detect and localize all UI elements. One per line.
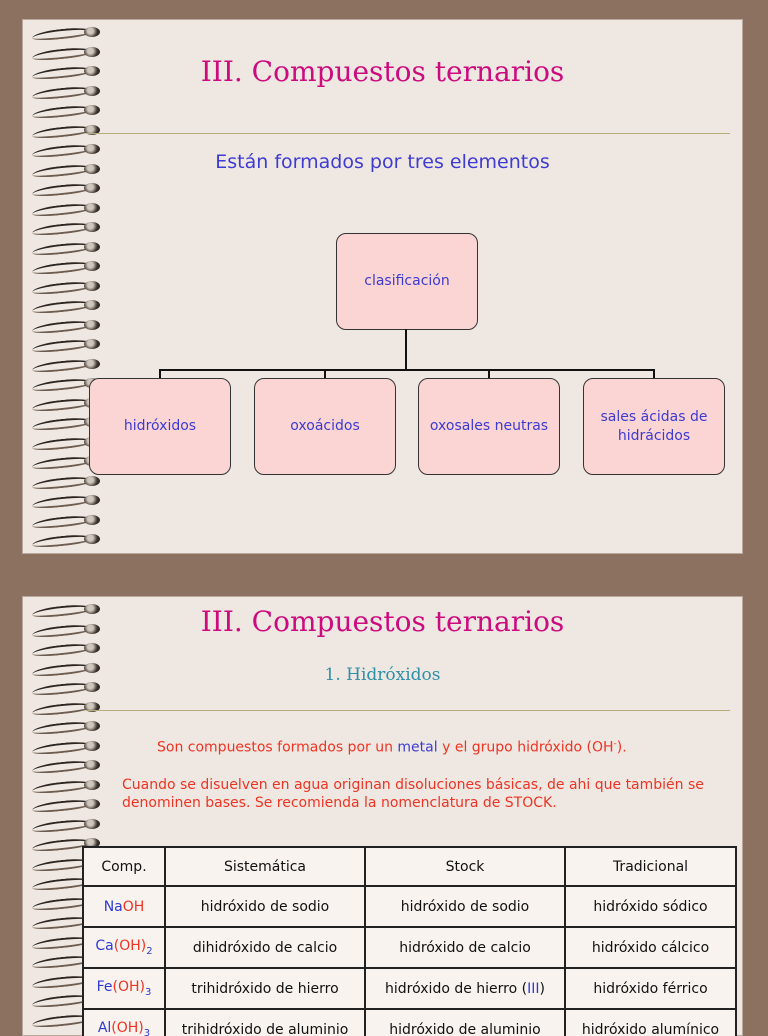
spiral-wire bbox=[32, 318, 93, 334]
spiral-wire bbox=[32, 221, 93, 237]
box-sales-acidas bbox=[583, 378, 725, 475]
slide-1 bbox=[22, 19, 743, 554]
connector-4 bbox=[653, 369, 655, 378]
spiral-hole bbox=[84, 183, 100, 193]
spiral-ring bbox=[32, 643, 102, 653]
formula-subscript: 3 bbox=[144, 1028, 150, 1036]
cell-formula bbox=[83, 927, 165, 968]
spiral-wire bbox=[32, 720, 93, 736]
spiral-wire bbox=[32, 26, 93, 42]
p1-text-a: Son compuestos formados por un bbox=[157, 740, 397, 756]
formula-group: (OH) bbox=[111, 1020, 143, 1036]
spiral-hole bbox=[84, 780, 100, 790]
cell-stock bbox=[365, 927, 565, 968]
spiral-ring bbox=[32, 105, 102, 115]
spiral-ring bbox=[32, 183, 102, 193]
spiral-ring bbox=[32, 476, 102, 486]
spiral-ring bbox=[32, 27, 102, 37]
spiral-ring bbox=[32, 760, 102, 770]
spiral-wire bbox=[32, 533, 93, 549]
spiral-hole bbox=[84, 105, 100, 115]
spiral-ring bbox=[32, 799, 102, 809]
spiral-hole bbox=[84, 495, 100, 505]
stock-name: hidróxido de hierro ( bbox=[385, 981, 527, 997]
spiral-hole bbox=[84, 320, 100, 330]
spiral-wire bbox=[32, 279, 93, 295]
spiral-wire bbox=[32, 642, 93, 658]
slide-1-title: III. Compuestos ternarios bbox=[22, 55, 743, 88]
box-oxosales-label: oxosales neutras bbox=[430, 417, 548, 436]
formula-metal: Na bbox=[104, 899, 123, 915]
cell-sistematica: trihidróxido de hierro bbox=[165, 968, 365, 1009]
header-comp: Comp. bbox=[83, 847, 165, 886]
spiral-ring bbox=[32, 203, 102, 213]
box-hidroxidos-label: hidróxidos bbox=[124, 417, 196, 436]
spiral-hole bbox=[84, 721, 100, 731]
spiral-ring bbox=[32, 320, 102, 330]
formula-group: (OH) bbox=[114, 938, 146, 954]
spiral-wire bbox=[32, 778, 93, 794]
divider-1 bbox=[86, 133, 730, 134]
spiral-hole bbox=[84, 476, 100, 486]
box-oxoacidos-label: oxoácidos bbox=[290, 417, 359, 436]
spiral-hole bbox=[84, 534, 100, 544]
spiral-wire bbox=[32, 700, 93, 716]
box-sales-acidas-label: sales ácidas de hidrácidos bbox=[599, 408, 709, 446]
connector-horizontal bbox=[159, 369, 654, 371]
spiral-wire bbox=[32, 494, 93, 510]
formula-metal: Ca bbox=[95, 938, 113, 954]
spiral-wire bbox=[32, 240, 93, 256]
spiral-hole bbox=[84, 222, 100, 232]
box-oxosales-neutras bbox=[418, 378, 560, 475]
cell-tradicional: hidróxido sódico bbox=[565, 886, 736, 927]
table-row bbox=[83, 1009, 736, 1036]
formula-group: (OH) bbox=[113, 979, 145, 995]
spiral-hole bbox=[84, 760, 100, 770]
divider-2 bbox=[86, 710, 730, 711]
cell-tradicional: hidróxido cálcico bbox=[565, 927, 736, 968]
cell-stock bbox=[365, 886, 565, 927]
spiral-wire bbox=[32, 201, 93, 217]
formula-group: OH bbox=[123, 899, 145, 915]
connector-2 bbox=[324, 369, 326, 378]
header-sistematica: Sistemática bbox=[165, 847, 365, 886]
p1-metal: metal bbox=[397, 740, 437, 756]
box-hidroxidos bbox=[89, 378, 231, 475]
spiral-ring bbox=[32, 819, 102, 829]
spiral-wire bbox=[32, 435, 93, 451]
spiral-wire bbox=[32, 474, 93, 490]
spiral-ring bbox=[32, 534, 102, 544]
spiral-ring bbox=[32, 741, 102, 751]
box-oxoacidos bbox=[254, 378, 396, 475]
spiral-wire bbox=[32, 455, 93, 471]
slide-2-title: III. Compuestos ternarios bbox=[22, 605, 743, 638]
spiral-ring bbox=[32, 495, 102, 505]
spiral-hole bbox=[84, 261, 100, 271]
cell-stock bbox=[365, 968, 565, 1009]
header-tradicional: Tradicional bbox=[565, 847, 736, 886]
spiral-hole bbox=[84, 281, 100, 291]
spiral-ring bbox=[32, 281, 102, 291]
spiral-ring bbox=[32, 261, 102, 271]
spiral-hole bbox=[84, 242, 100, 252]
stock-name: hidróxido de calcio bbox=[399, 940, 531, 956]
connector-vertical bbox=[405, 329, 407, 369]
paragraph-2: Cuando se disuelven en agua originan disoluciones básicas, de ahi que también se denominen bases. Se recomienda la nomenclatura de STOCK. bbox=[122, 776, 732, 812]
stock-name: hidróxido de sodio bbox=[401, 899, 529, 915]
spiral-wire bbox=[32, 357, 93, 373]
cell-formula bbox=[83, 886, 165, 927]
spiral-wire bbox=[32, 396, 93, 412]
section-heading: 1. Hidróxidos bbox=[22, 665, 743, 685]
slide-1-subtitle: Están formados por tres elementos bbox=[22, 151, 743, 173]
spiral-hole bbox=[84, 819, 100, 829]
spiral-wire bbox=[32, 299, 93, 315]
cell-tradicional: hidróxido férrico bbox=[565, 968, 736, 1009]
table-row bbox=[83, 968, 736, 1009]
spiral-wire bbox=[32, 182, 93, 198]
spiral-wire bbox=[32, 123, 93, 139]
header-stock: Stock bbox=[365, 847, 565, 886]
connector-3 bbox=[488, 369, 490, 378]
slide-2 bbox=[22, 596, 743, 1036]
box-clasificacion bbox=[336, 233, 478, 330]
spiral-hole bbox=[84, 339, 100, 349]
spiral-hole bbox=[84, 203, 100, 213]
box-clasificacion-label: clasificación bbox=[364, 272, 449, 291]
cell-stock bbox=[365, 1009, 565, 1036]
paragraph-1 bbox=[157, 735, 717, 757]
spiral-hole bbox=[84, 27, 100, 37]
spiral-ring bbox=[32, 721, 102, 731]
formula-subscript: 3 bbox=[145, 987, 151, 998]
hydroxides-table bbox=[82, 846, 737, 1036]
p1-sup: - bbox=[614, 739, 617, 749]
table-row bbox=[83, 886, 736, 927]
p1-text-c: ). bbox=[617, 740, 627, 756]
connector-1 bbox=[159, 369, 161, 378]
cell-tradicional: hidróxido alumínico bbox=[565, 1009, 736, 1036]
spiral-ring bbox=[32, 242, 102, 252]
formula-metal: Fe bbox=[97, 979, 113, 995]
spiral-hole bbox=[84, 741, 100, 751]
spiral-wire bbox=[32, 759, 93, 775]
spiral-wire bbox=[32, 104, 93, 120]
spiral-ring bbox=[32, 780, 102, 790]
cell-formula bbox=[83, 1009, 165, 1036]
formula-metal: Al bbox=[98, 1020, 111, 1036]
spiral-ring bbox=[32, 300, 102, 310]
spiral-hole bbox=[84, 359, 100, 369]
spiral-wire bbox=[32, 798, 93, 814]
spiral-ring bbox=[32, 359, 102, 369]
spiral-wire bbox=[32, 260, 93, 276]
table-row bbox=[83, 927, 736, 968]
cell-sistematica: dihidróxido de calcio bbox=[165, 927, 365, 968]
spiral-hole bbox=[84, 300, 100, 310]
spiral-wire bbox=[32, 817, 93, 833]
spiral-wire bbox=[32, 513, 93, 529]
cell-sistematica: trihidróxido de aluminio bbox=[165, 1009, 365, 1036]
spiral-ring bbox=[32, 222, 102, 232]
p1-text-b: y el grupo hidróxido (OH bbox=[438, 740, 614, 756]
cell-formula bbox=[83, 968, 165, 1009]
stock-name: hidróxido de aluminio bbox=[389, 1022, 540, 1036]
spiral-hole bbox=[84, 799, 100, 809]
spiral-hole bbox=[84, 643, 100, 653]
spiral-wire bbox=[32, 377, 93, 393]
spiral-wire bbox=[32, 416, 93, 432]
stock-roman: III bbox=[527, 981, 539, 997]
spiral-wire bbox=[32, 739, 93, 755]
spiral-hole bbox=[84, 515, 100, 525]
table-header-row bbox=[83, 847, 736, 886]
stock-close: ) bbox=[540, 981, 545, 997]
spiral-ring bbox=[32, 515, 102, 525]
spiral-wire bbox=[32, 338, 93, 354]
formula-subscript: 2 bbox=[146, 946, 152, 957]
cell-sistematica: hidróxido de sodio bbox=[165, 886, 365, 927]
spiral-ring bbox=[32, 339, 102, 349]
